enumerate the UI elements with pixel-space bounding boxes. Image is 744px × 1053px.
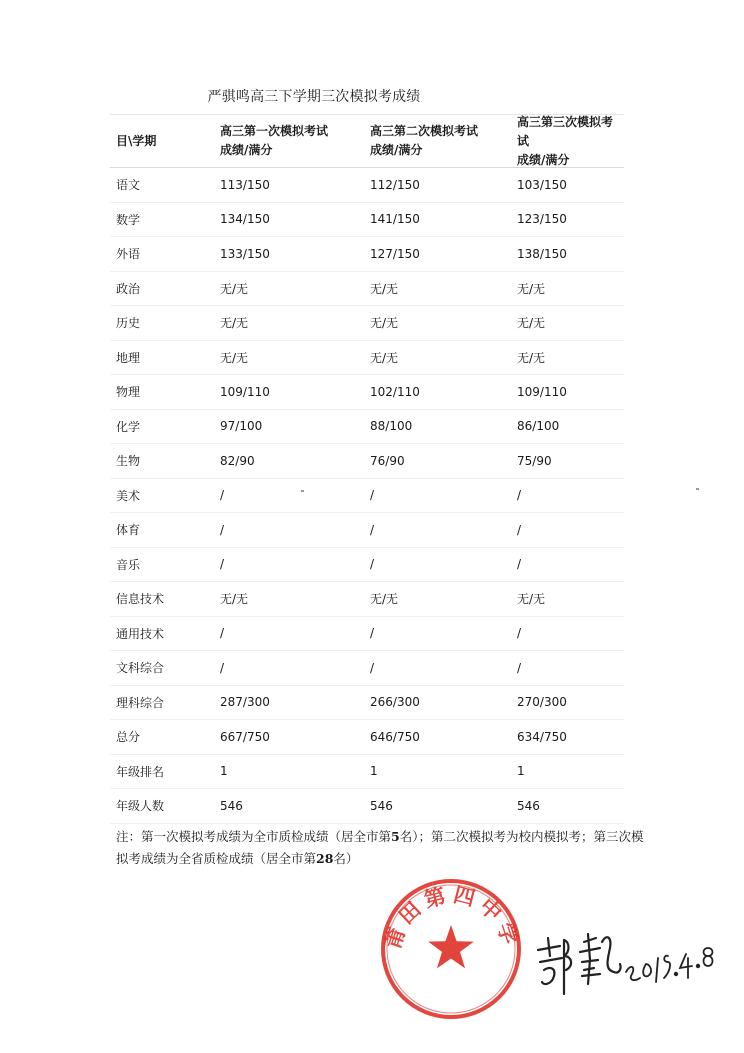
footnote: 注：第一次模拟考成绩为全市质检成绩（居全市第5名）；第二次模拟考为校内模拟考；第三次模拟考成绩为全省质检成绩（居全市第28名） bbox=[116, 829, 644, 866]
cell-exam-2: 127/150 bbox=[370, 246, 420, 261]
header-cell-subject: 目\学期 bbox=[116, 133, 157, 148]
table-row bbox=[110, 755, 624, 790]
cell-exam-3: 无/无 bbox=[517, 350, 546, 365]
cell-subject: 历史 bbox=[116, 316, 141, 331]
cell-exam-2: 88/100 bbox=[370, 419, 413, 434]
cell-subject: 通用技术 bbox=[116, 626, 165, 641]
cell-exam-2: 646/750 bbox=[370, 729, 420, 744]
cell-exam-3: 123/150 bbox=[517, 212, 567, 227]
cell-exam-3: 546 bbox=[517, 798, 540, 813]
table-row bbox=[110, 203, 624, 238]
handwritten-signature bbox=[530, 912, 720, 1012]
cell-subject: 年级人数 bbox=[116, 799, 165, 814]
table-row bbox=[110, 513, 624, 548]
cell-exam-1: 287/300 bbox=[220, 695, 270, 710]
cell-exam-3: 103/150 bbox=[517, 177, 567, 192]
cell-exam-1: 无/无 bbox=[220, 592, 249, 607]
table-row bbox=[110, 375, 624, 410]
cell-exam-2: 1 bbox=[370, 764, 378, 779]
cell-exam-1: 无/无 bbox=[220, 350, 249, 365]
cell-exam-2: / bbox=[370, 557, 375, 572]
svg-text:莆田第四中学: 莆田第四中学 bbox=[379, 881, 525, 953]
cell-exam-3: 86/100 bbox=[517, 419, 560, 434]
table-row bbox=[110, 720, 624, 755]
cell-exam-1: 134/150 bbox=[220, 212, 270, 227]
header-cell-exam-3: 高三第三次模拟考试 成绩/满分 bbox=[517, 114, 614, 167]
table-row bbox=[110, 582, 624, 617]
cell-exam-1: / bbox=[220, 557, 225, 572]
header-cell-exam-1: 高三第一次模拟考试 成绩/满分 bbox=[220, 124, 329, 157]
cell-subject: 政治 bbox=[116, 281, 141, 296]
table-row bbox=[110, 306, 624, 341]
cell-exam-3: 75/90 bbox=[517, 453, 552, 468]
cell-exam-3: 1 bbox=[517, 764, 525, 779]
cell-subject: 生物 bbox=[116, 454, 141, 469]
table-row bbox=[110, 410, 624, 445]
cell-subject: 化学 bbox=[116, 419, 141, 434]
cell-exam-2: / bbox=[370, 660, 375, 675]
cell-exam-2: / bbox=[370, 626, 375, 641]
cell-exam-1: 无/无 bbox=[220, 316, 249, 331]
cell-subject: 年级排名 bbox=[116, 764, 165, 779]
cell-exam-3: 无/无 bbox=[517, 592, 546, 607]
cell-exam-3: 634/750 bbox=[517, 729, 567, 744]
cell-subject: 总分 bbox=[116, 730, 141, 745]
cell-exam-3: / bbox=[517, 488, 522, 503]
cell-subject: 语文 bbox=[116, 178, 141, 193]
cell-exam-2: 无/无 bbox=[370, 592, 399, 607]
table-row bbox=[110, 237, 624, 272]
cell-exam-3: 109/110 bbox=[517, 384, 567, 399]
table-row bbox=[110, 686, 624, 721]
cell-exam-1: 113/150 bbox=[220, 177, 270, 192]
cell-subject: 理科综合 bbox=[116, 695, 165, 710]
header-cell-exam-2: 高三第二次模拟考试 成绩/满分 bbox=[370, 124, 479, 157]
cell-exam-1: / bbox=[220, 626, 225, 641]
score-table bbox=[110, 114, 624, 824]
cell-subject: 外语 bbox=[116, 247, 141, 262]
cell-exam-1: 546 bbox=[220, 798, 243, 813]
table-row bbox=[110, 272, 624, 307]
cell-exam-3: 无/无 bbox=[517, 316, 546, 331]
school-seal-stamp bbox=[376, 874, 526, 1024]
table-row bbox=[110, 548, 624, 583]
scan-speck bbox=[301, 490, 304, 492]
cell-exam-2: 无/无 bbox=[370, 350, 399, 365]
cell-subject: 美术 bbox=[116, 488, 141, 503]
cell-exam-2: 141/150 bbox=[370, 212, 420, 227]
table-row bbox=[110, 789, 624, 824]
cell-exam-1: / bbox=[220, 660, 225, 675]
cell-exam-2: 266/300 bbox=[370, 695, 420, 710]
cell-exam-2: 无/无 bbox=[370, 316, 399, 331]
cell-exam-3: 138/150 bbox=[517, 246, 567, 261]
cell-exam-2: 76/90 bbox=[370, 453, 405, 468]
cell-subject: 体育 bbox=[116, 523, 141, 538]
page-title: 严骐鸣高三下学期三次模拟考成绩 bbox=[207, 89, 421, 105]
cell-subject: 音乐 bbox=[116, 557, 141, 572]
cell-exam-2: 112/150 bbox=[370, 177, 420, 192]
cell-subject: 信息技术 bbox=[116, 592, 165, 607]
table-body bbox=[110, 168, 624, 824]
cell-subject: 文科综合 bbox=[116, 661, 165, 676]
table-header-row bbox=[110, 114, 624, 168]
cell-exam-2: 无/无 bbox=[370, 281, 399, 296]
cell-exam-1: / bbox=[220, 488, 225, 503]
cell-exam-3: 270/300 bbox=[517, 695, 567, 710]
table-row bbox=[110, 617, 624, 652]
cell-exam-1: 133/150 bbox=[220, 246, 270, 261]
table-row bbox=[110, 651, 624, 686]
cell-exam-1: 97/100 bbox=[220, 419, 263, 434]
table-row bbox=[110, 444, 624, 479]
cell-exam-1: 1 bbox=[220, 764, 228, 779]
table-row bbox=[110, 168, 624, 203]
cell-subject: 地理 bbox=[116, 350, 141, 365]
cell-exam-1: 无/无 bbox=[220, 281, 249, 296]
cell-exam-2: / bbox=[370, 488, 375, 503]
cell-exam-3: / bbox=[517, 626, 522, 641]
cell-subject: 物理 bbox=[116, 385, 141, 400]
cell-exam-3: / bbox=[517, 557, 522, 572]
table-row bbox=[110, 479, 624, 514]
cell-exam-1: / bbox=[220, 522, 225, 537]
cell-exam-3: / bbox=[517, 522, 522, 537]
cell-exam-3: / bbox=[517, 660, 522, 675]
cell-exam-2: 102/110 bbox=[370, 384, 420, 399]
cell-exam-1: 82/90 bbox=[220, 453, 255, 468]
cell-exam-2: / bbox=[370, 522, 375, 537]
cell-exam-1: 667/750 bbox=[220, 729, 270, 744]
cell-exam-3: 无/无 bbox=[517, 281, 546, 296]
cell-exam-2: 546 bbox=[370, 798, 393, 813]
scan-speck bbox=[696, 488, 699, 490]
cell-exam-1: 109/110 bbox=[220, 384, 270, 399]
table-row bbox=[110, 341, 624, 376]
cell-subject: 数学 bbox=[116, 212, 141, 227]
